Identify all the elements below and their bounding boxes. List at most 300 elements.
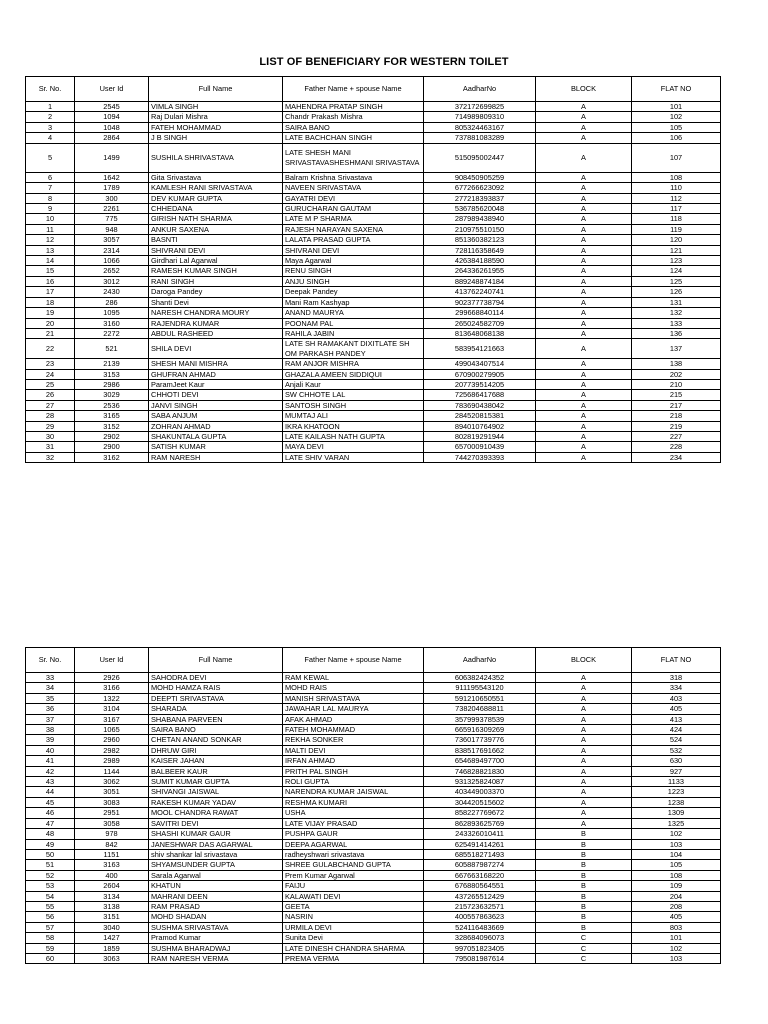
flat-no-cell: 117 [632,204,721,214]
table-row [26,133,721,143]
full-name-cell: ParamJeet Kaur [149,379,283,389]
flat-no-cell: 234 [632,452,721,462]
sr-no-cell: 15 [26,266,75,276]
flat-no-cell: 103 [632,953,721,963]
table-header [26,77,721,102]
sr-no-cell: 1 [26,102,75,112]
user-id-cell: 3138 [75,901,149,911]
user-id-cell: 2261 [75,204,149,214]
sr-no-cell: 22 [26,339,75,359]
user-id-cell: 400 [75,870,149,880]
table-row [26,912,721,922]
father-spouse-name-cell: Prem Kumar Agarwal [283,870,424,880]
table-row [26,318,721,328]
father-spouse-name-cell: AFAK AHMAD [283,714,424,724]
user-id-cell: 3058 [75,818,149,828]
full-name-cell: SHIVRANI DEVI [149,245,283,255]
father-spouse-name-cell: RENU SINGH [283,266,424,276]
user-id-cell: 1095 [75,308,149,318]
header-user-id: User Id [75,648,149,673]
father-spouse-name-cell: Anjali Kaur [283,379,424,389]
father-spouse-name-cell: PREMA VERMA [283,953,424,963]
flat-no-cell: 110 [632,183,721,193]
aadhar-no-cell: 304420515602 [424,797,536,807]
full-name-cell: Shanti Devi [149,297,283,307]
block-cell: A [536,143,632,172]
table-row [26,359,721,369]
block-cell: A [536,308,632,318]
table-row [26,400,721,410]
sr-no-cell: 46 [26,808,75,818]
block-cell: B [536,860,632,870]
user-id-cell: 1066 [75,256,149,266]
full-name-cell: SHABANA PARVEEN [149,714,283,724]
user-id-cell: 3029 [75,390,149,400]
sr-no-cell: 37 [26,714,75,724]
full-name-cell: KAMLESH RANI SRIVASTAVA [149,183,283,193]
aadhar-no-cell: 591210650551 [424,693,536,703]
user-id-cell: 286 [75,297,149,307]
flat-no-cell: 405 [632,704,721,714]
block-cell: A [536,235,632,245]
flat-no-cell: 532 [632,745,721,755]
sr-no-cell: 14 [26,256,75,266]
sr-no-cell: 57 [26,922,75,932]
table-row [26,943,721,953]
flat-no-cell: 1223 [632,787,721,797]
user-id-cell: 3153 [75,369,149,379]
table-row [26,266,721,276]
block-cell: A [536,193,632,203]
user-id-cell: 3057 [75,235,149,245]
block-cell: A [536,204,632,214]
flat-no-cell: 112 [632,193,721,203]
sr-no-cell: 30 [26,431,75,441]
aadhar-no-cell: 287989438940 [424,214,536,224]
block-cell: A [536,266,632,276]
table-row [26,122,721,132]
sr-no-cell: 16 [26,276,75,286]
block-cell: B [536,829,632,839]
sr-no-cell: 48 [26,829,75,839]
flat-no-cell: 208 [632,901,721,911]
block-cell: A [536,808,632,818]
user-id-cell: 2989 [75,756,149,766]
user-id-cell: 2314 [75,245,149,255]
user-id-cell: 3083 [75,797,149,807]
sr-no-cell: 24 [26,369,75,379]
aadhar-no-cell: 931325824087 [424,777,536,787]
table-row [26,328,721,338]
user-id-cell: 3162 [75,452,149,462]
block-cell: A [536,379,632,389]
header-aadhar-no: AadharNo [424,77,536,102]
sr-no-cell: 7 [26,183,75,193]
flat-no-cell: 102 [632,829,721,839]
header-full-name: Full Name [149,77,283,102]
block-cell: A [536,112,632,122]
flat-no-cell: 413 [632,714,721,724]
full-name-cell: GHUFRAN AHMAD [149,369,283,379]
user-id-cell: 2545 [75,102,149,112]
full-name-cell: RANI SINGH [149,276,283,286]
sr-no-cell: 53 [26,881,75,891]
user-id-cell: 1094 [75,112,149,122]
block-cell: A [536,714,632,724]
user-id-cell: 3163 [75,860,149,870]
user-id-cell: 2272 [75,328,149,338]
flat-no-cell: 204 [632,891,721,901]
aadhar-no-cell: 714989809310 [424,112,536,122]
user-id-cell: 3063 [75,953,149,963]
full-name-cell: VIMLA SINGH [149,102,283,112]
full-name-cell: MAHRANI DEEN [149,891,283,901]
sr-no-cell: 5 [26,143,75,172]
full-name-cell: SATISH KUMAR [149,442,283,452]
flat-no-cell: 136 [632,328,721,338]
flat-no-cell: 405 [632,912,721,922]
sr-no-cell: 10 [26,214,75,224]
flat-no-cell: 124 [632,266,721,276]
block-cell: B [536,891,632,901]
flat-no-cell: 109 [632,881,721,891]
table-row [26,245,721,255]
sr-no-cell: 36 [26,704,75,714]
flat-no-cell: 105 [632,122,721,132]
table-row [26,102,721,112]
table-row [26,725,721,735]
block-cell: A [536,693,632,703]
father-spouse-name-cell: MUMTAJ ALI [283,411,424,421]
sr-no-cell: 13 [26,245,75,255]
user-id-cell: 2604 [75,881,149,891]
sr-no-cell: 44 [26,787,75,797]
user-id-cell: 3134 [75,891,149,901]
father-spouse-name-cell: RAHILA JABIN [283,328,424,338]
flat-no-cell: 101 [632,102,721,112]
full-name-cell: BASNTI [149,235,283,245]
block-cell: B [536,849,632,859]
father-spouse-name-cell: SW CHHOTE LAL [283,390,424,400]
user-id-cell: 2902 [75,431,149,441]
father-spouse-name-cell: SANTOSH SINGH [283,400,424,410]
aadhar-no-cell: 838517691662 [424,745,536,755]
user-id-cell: 3012 [75,276,149,286]
flat-no-cell: 125 [632,276,721,286]
table-row [26,276,721,286]
block-cell: A [536,339,632,359]
full-name-cell: Pramod Kumar [149,933,283,943]
full-name-cell: Girdhari Lal Agarwal [149,256,283,266]
sr-no-cell: 38 [26,725,75,735]
block-cell: B [536,839,632,849]
user-id-cell: 3151 [75,912,149,922]
full-name-cell: BALBEER KAUR [149,766,283,776]
sr-no-cell: 29 [26,421,75,431]
aadhar-no-cell: 654689497700 [424,756,536,766]
table-row [26,193,721,203]
user-id-cell: 2652 [75,266,149,276]
user-id-cell: 2900 [75,442,149,452]
user-id-cell: 3104 [75,704,149,714]
full-name-cell: DHRUW GIRI [149,745,283,755]
header-user-id: User Id [75,77,149,102]
father-spouse-name-cell: JAWAHAR LAL MAURYA [283,704,424,714]
aadhar-no-cell: 328684096073 [424,933,536,943]
header-sr-no: Sr. No. [26,648,75,673]
sr-no-cell: 32 [26,452,75,462]
user-id-cell: 1642 [75,172,149,182]
block-cell: B [536,901,632,911]
user-id-cell: 1427 [75,933,149,943]
father-spouse-name-cell: SHIVRANI DEVI [283,245,424,255]
sr-no-cell: 56 [26,912,75,922]
block-cell: A [536,297,632,307]
user-id-cell: 3040 [75,922,149,932]
user-id-cell: 3051 [75,787,149,797]
table-row [26,297,721,307]
father-spouse-name-cell: Mani Ram Kashyap [283,297,424,307]
full-name-cell: SAHODRA DEVI [149,673,283,683]
user-id-cell: 521 [75,339,149,359]
table-row [26,797,721,807]
full-name-cell: SUSHILA SHRIVASTAVA [149,143,283,172]
user-id-cell: 948 [75,224,149,234]
aadhar-no-cell: 902377738794 [424,297,536,307]
full-name-cell: Raj Dulari Mishra [149,112,283,122]
flat-no-cell: 227 [632,431,721,441]
flat-no-cell: 1309 [632,808,721,818]
full-name-cell: RAM NARESH [149,452,283,462]
full-name-cell: MOHD SHADAN [149,912,283,922]
table-row [26,224,721,234]
aadhar-no-cell: 499043407514 [424,359,536,369]
block-cell: A [536,683,632,693]
table-row [26,745,721,755]
father-spouse-name-cell: RAJESH NARAYAN SAXENA [283,224,424,234]
block-cell: A [536,276,632,286]
block-cell: A [536,287,632,297]
aadhar-no-cell: 911195543120 [424,683,536,693]
father-spouse-name-cell: KALAWATI DEVI [283,891,424,901]
flat-no-cell: 132 [632,308,721,318]
table-row [26,756,721,766]
user-id-cell: 3152 [75,421,149,431]
sr-no-cell: 35 [26,693,75,703]
table-row [26,901,721,911]
header-block: BLOCK [536,77,632,102]
sr-no-cell: 19 [26,308,75,318]
full-name-cell: KAISER JAHAN [149,756,283,766]
block-cell: A [536,369,632,379]
full-name-cell: Gita Srivastava [149,172,283,182]
father-spouse-name-cell: ANAND MAURYA [283,308,424,318]
aadhar-no-cell: 524116483669 [424,922,536,932]
father-spouse-name-cell: FAIJU [283,881,424,891]
user-id-cell: 3166 [75,683,149,693]
table-row [26,452,721,462]
full-name-cell: SHILA DEVI [149,339,283,359]
table-row [26,766,721,776]
user-id-cell: 2986 [75,379,149,389]
full-name-cell: MOHD HAMZA RAIS [149,683,283,693]
header-father-spouse-name: Father Name + spouse Name [283,77,424,102]
block-cell: A [536,411,632,421]
block-cell: C [536,953,632,963]
sr-no-cell: 49 [26,839,75,849]
table-row [26,839,721,849]
block-cell: A [536,725,632,735]
block-cell: A [536,704,632,714]
user-id-cell: 2536 [75,400,149,410]
user-id-cell: 2960 [75,735,149,745]
aadhar-no-cell: 606382424352 [424,673,536,683]
table-row [26,829,721,839]
block-cell: B [536,881,632,891]
father-spouse-name-cell: DEEPA AGARWAL [283,839,424,849]
sr-no-cell: 4 [26,133,75,143]
flat-no-cell: 1238 [632,797,721,807]
table-row [26,411,721,421]
sr-no-cell: 6 [26,172,75,182]
user-id-cell: 2430 [75,287,149,297]
sr-no-cell: 45 [26,797,75,807]
father-spouse-name-cell: MAYA DEVI [283,442,424,452]
sr-no-cell: 51 [26,860,75,870]
full-name-cell: DEEPTI SRIVASTAVA [149,693,283,703]
block-cell: B [536,922,632,932]
aadhar-no-cell: 802819291944 [424,431,536,441]
block-cell: A [536,442,632,452]
father-spouse-name-cell: LATE BACHCHAN SINGH [283,133,424,143]
header-flat-no: FLAT NO [632,77,721,102]
father-spouse-name-cell: Maya Agarwal [283,256,424,266]
father-spouse-name-cell: GEETA [283,901,424,911]
aadhar-no-cell: 670900279905 [424,369,536,379]
user-id-cell: 1859 [75,943,149,953]
full-name-cell: SAIRA BANO [149,725,283,735]
table-row [26,112,721,122]
table-row [26,849,721,859]
table-row [26,143,721,172]
block-cell: A [536,818,632,828]
sr-no-cell: 55 [26,901,75,911]
father-spouse-name-cell: USHA [283,808,424,818]
sr-no-cell: 54 [26,891,75,901]
full-name-cell: RAM NARESH VERMA [149,953,283,963]
flat-no-cell: 133 [632,318,721,328]
sr-no-cell: 47 [26,818,75,828]
block-cell: A [536,421,632,431]
full-name-cell: SAVITRI DEVI [149,818,283,828]
father-spouse-name-cell: ANJU SINGH [283,276,424,286]
user-id-cell: 3165 [75,411,149,421]
table-row [26,308,721,318]
aadhar-no-cell: 858227769672 [424,808,536,818]
aadhar-no-cell: 583954121663 [424,339,536,359]
aadhar-no-cell: 515095002447 [424,143,536,172]
aadhar-no-cell: 665916309269 [424,725,536,735]
aadhar-no-cell: 685518271493 [424,849,536,859]
father-spouse-name-cell: Balram Krishna Srivastava [283,172,424,182]
aadhar-no-cell: 210975510150 [424,224,536,234]
father-spouse-name-cell: MALTI DEVI [283,745,424,755]
full-name-cell: CHETAN ANAND SONKAR [149,735,283,745]
aadhar-no-cell: 357999378539 [424,714,536,724]
full-name-cell: ANKUR SAXENA [149,224,283,234]
full-name-cell: JANVI SINGH [149,400,283,410]
block-cell: A [536,183,632,193]
aadhar-no-cell: 400557863623 [424,912,536,922]
sr-no-cell: 59 [26,943,75,953]
document-title: LIST OF BENEFICIARY FOR WESTERN TOILET [259,56,509,68]
table-row [26,431,721,441]
table-row [26,683,721,693]
sr-no-cell: 25 [26,379,75,389]
full-name-cell: SABA ANJUM [149,411,283,421]
aadhar-no-cell: 744270393393 [424,452,536,462]
full-name-cell: SUMIT KUMAR GUPTA [149,777,283,787]
table-body [26,673,721,964]
block-cell: A [536,328,632,338]
aadhar-no-cell: 736017739776 [424,735,536,745]
father-spouse-name-cell: IKRA KHATOON [283,421,424,431]
table-row [26,704,721,714]
full-name-cell: shiv shankar lal srivastava [149,849,283,859]
father-spouse-name-cell: LATE M P SHARMA [283,214,424,224]
table-row [26,673,721,683]
father-spouse-name-cell: NASRIN [283,912,424,922]
aadhar-no-cell: 403449003370 [424,787,536,797]
user-id-cell: 1789 [75,183,149,193]
block-cell: A [536,400,632,410]
father-spouse-name-cell: LATE KAILASH NATH GUPTA [283,431,424,441]
table-row [26,183,721,193]
table-row [26,379,721,389]
block-cell: A [536,256,632,266]
father-spouse-name-cell: LATE VIJAY PRASAD [283,818,424,828]
father-spouse-name-cell: FATEH MOHAMMAD [283,725,424,735]
table-row [26,870,721,880]
block-cell: A [536,756,632,766]
full-name-cell: GIRISH NATH SHARMA [149,214,283,224]
full-name-cell: SHYAMSUNDER GUPTA [149,860,283,870]
flat-no-cell: 120 [632,235,721,245]
flat-no-cell: 119 [632,224,721,234]
flat-no-cell: 228 [632,442,721,452]
sr-no-cell: 20 [26,318,75,328]
table-row [26,808,721,818]
table-row [26,442,721,452]
sr-no-cell: 2 [26,112,75,122]
flat-no-cell: 106 [632,133,721,143]
father-spouse-name-cell: ROLI GUPTA [283,777,424,787]
aadhar-no-cell: 426384188590 [424,256,536,266]
block-cell: A [536,133,632,143]
table-row [26,922,721,932]
father-spouse-name-cell: GAYATRI DEVI [283,193,424,203]
father-spouse-name-cell: URMILA DEVI [283,922,424,932]
aadhar-no-cell: 795081987614 [424,953,536,963]
flat-no-cell: 334 [632,683,721,693]
flat-no-cell: 107 [632,143,721,172]
sr-no-cell: 18 [26,297,75,307]
flat-no-cell: 210 [632,379,721,389]
block-cell: B [536,912,632,922]
sr-no-cell: 27 [26,400,75,410]
block-cell: A [536,673,632,683]
full-name-cell: CHHEDANA [149,204,283,214]
